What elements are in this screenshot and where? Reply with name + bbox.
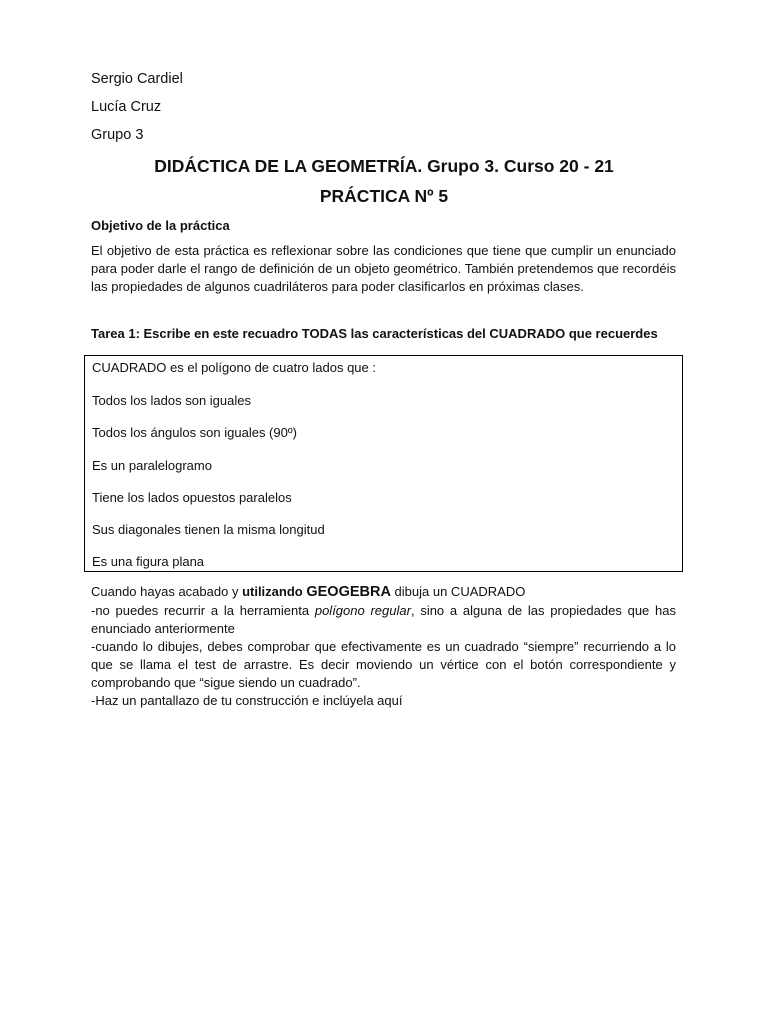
- instruction-1-text: Cuando hayas acabado y: [91, 584, 243, 599]
- group-label: Grupo 3: [91, 127, 144, 143]
- instruction-line-4: -Haz un pantallazo de tu construcción e inclúyela aquí: [91, 693, 403, 708]
- instruction-line-1: [91, 583, 676, 601]
- author-name-1: Sergio Cardiel: [91, 71, 183, 87]
- instruction-2-italic: polígono regular: [314, 603, 411, 618]
- box-line-parallelogram: Es un paralelogramo: [92, 458, 212, 473]
- instruction-1-tail: dibuja un CUADRADO: [390, 584, 526, 599]
- geogebra-label: GEOGEBRA: [306, 584, 391, 600]
- instruction-2-tail: , sino a alguna de las propiedades que has enunciado anteriormente: [91, 603, 676, 636]
- box-line-definition: CUADRADO es el polígono de cuatro lados que :: [92, 360, 376, 375]
- box-line-parallel-sides: Tiene los lados opuestos paralelos: [92, 490, 292, 505]
- box-line-plane-figure: Es una figura plana: [92, 554, 205, 569]
- box-line-equal-angles: Todos los ángulos son iguales (90º): [92, 425, 297, 440]
- objective-heading: Objetivo de la práctica: [91, 218, 230, 233]
- box-line-equal-sides: Todos los lados son iguales: [92, 393, 251, 408]
- objective-paragraph: El objetivo de esta práctica es reflexionar sobre las condiciones que tiene que cumplir un enunciado para poder darle el rango de definición de un objeto geométrico. También pretendemos que recordéis las propiedades de algunos cuadriláteros para poder clasificarlos en próximas clases.: [91, 243, 676, 294]
- document-subtitle: PRÁCTICA Nº 5: [319, 186, 449, 206]
- document-title: DIDÁCTICA DE LA GEOMETRÍA. Grupo 3. Curso 20 - 21: [154, 156, 614, 176]
- answer-box: [84, 355, 683, 572]
- box-line-diagonals: Sus diagonales tienen la misma longitud: [92, 522, 325, 537]
- author-name-2: Lucía Cruz: [91, 99, 162, 115]
- task1-heading: Tarea 1: Escribe en este recuadro TODAS las características del CUADRADO que recuerdes: [91, 326, 658, 341]
- instruction-1-bold: utilizando: [242, 584, 307, 599]
- instruction-line-2: [91, 602, 676, 638]
- instruction-2-text: -no puedes recurrir a la herramienta: [91, 603, 315, 618]
- instruction-line-3: -cuando lo dibujes, debes comprobar que efectivamente es un cuadrado “siempre” recurriendo a lo que se llama el test de arrastre. Es decir moviendo un vértice con el botón correspondiente y comprobando que “sigue siendo un cuadrado”.: [91, 639, 676, 690]
